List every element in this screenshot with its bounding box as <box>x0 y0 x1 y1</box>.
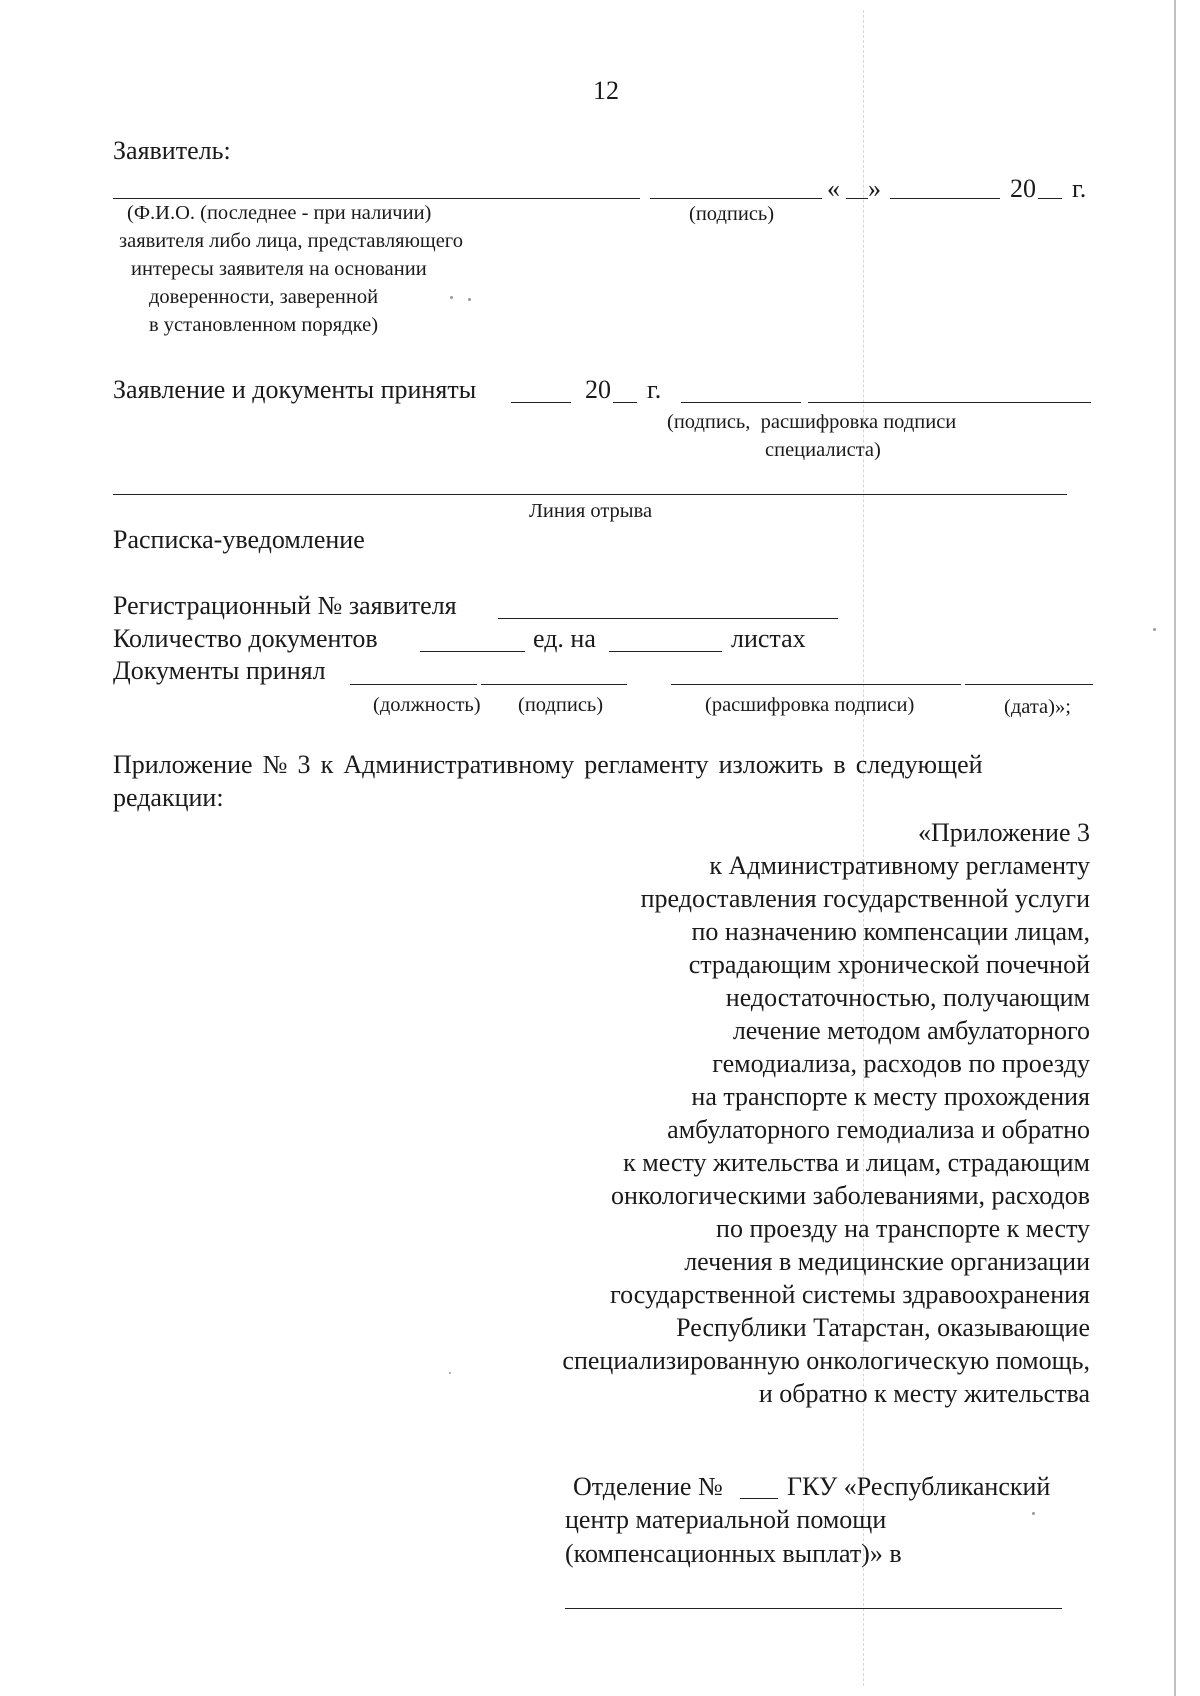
appendix-line: недостаточностью, получающим <box>725 983 1090 1012</box>
date-quote-open: « <box>827 174 840 203</box>
scan-speck <box>1032 1512 1035 1515</box>
appendix-line: «Приложение 3 <box>917 818 1090 847</box>
appendix-line: Республики Татарстан, оказывающие <box>676 1313 1090 1342</box>
page-edge <box>1174 0 1176 1696</box>
dept-number-blank <box>740 1498 778 1499</box>
accepted-decoding-blank <box>808 402 1091 403</box>
date-quote-close: » <box>868 174 881 203</box>
appendix-line: лечение методом амбулаторного <box>732 1016 1090 1045</box>
position-note: (должность) <box>373 694 481 716</box>
day-blank-line <box>846 198 868 199</box>
address-org-name: ГКУ «Республиканский <box>787 1472 1051 1501</box>
scan-speck <box>1153 628 1156 631</box>
address-line-3: (компенсационных выплат)» в <box>565 1539 902 1568</box>
scan-speck <box>450 296 453 299</box>
accepted-label: Заявление и документы приняты <box>113 375 477 404</box>
accepted-year-suffix: г. <box>647 375 662 404</box>
fio-blank-line <box>113 198 640 199</box>
signature-note-2: (подпись) <box>518 694 604 716</box>
address-blank-line <box>565 1608 1062 1609</box>
doc-count-blank <box>420 651 525 652</box>
appendix-line: государственной системы здравоохранения <box>610 1280 1090 1309</box>
units-label: ед. на <box>533 624 596 653</box>
sheets-label: листах <box>731 624 806 653</box>
fio-note-line: интересы заявителя на основании <box>131 258 427 280</box>
date-note: (дата)»; <box>1004 696 1071 718</box>
fio-note-line: (Ф.И.О. (последнее - при наличии) <box>127 202 432 224</box>
position-blank <box>350 684 477 685</box>
appendix-line: на транспорте к месту прохождения <box>691 1082 1090 1111</box>
address-line-2: центр материальной помощи <box>565 1505 887 1534</box>
year-blank-line <box>1038 198 1062 199</box>
applicant-label: Заявитель: <box>113 136 231 165</box>
accepted-signature-note: (подпись, расшифровка подписи <box>667 411 957 433</box>
accepted-by-label: Документы принял <box>113 656 326 685</box>
year-suffix: г. <box>1072 174 1087 203</box>
receipt-title: Расписка-уведомление <box>113 525 365 554</box>
month-blank-line <box>890 198 1000 199</box>
signature-note: (подпись) <box>689 203 775 225</box>
fio-note-line: заявителя либо лица, представляющего <box>119 230 463 252</box>
appendix-line: предоставления государственной услуги <box>640 884 1090 913</box>
appendix-line: специализированную онкологическую помощь, <box>562 1346 1090 1375</box>
address-dept-label: Отделение № <box>573 1472 723 1501</box>
paragraph-line-2: редакции: <box>113 783 224 812</box>
date-blank <box>965 684 1093 685</box>
accepted-year-prefix: 20 <box>585 375 611 404</box>
fio-note-line: в установленном порядке) <box>149 314 379 336</box>
decoding-note: (расшифровка подписи) <box>705 694 915 716</box>
appendix-line: по проезду на транспорте к месту <box>716 1214 1090 1243</box>
appendix-line: онкологическими заболеваниями, расходов <box>611 1181 1090 1210</box>
scan-speck <box>449 1372 451 1374</box>
tear-line-label: Линия отрыва <box>529 500 653 522</box>
page-number: 12 <box>593 76 619 105</box>
tear-line <box>113 494 1067 495</box>
appendix-line: по назначению компенсации лицам, <box>691 917 1090 946</box>
doc-count-label: Количество документов <box>113 624 378 653</box>
appendix-line: страдающим хронической почечной <box>688 950 1090 979</box>
scan-speck <box>468 298 471 301</box>
appendix-line: и обратно к месту жительства <box>758 1379 1090 1408</box>
paragraph-line-1: Приложение № 3 к Административному регламенту изложить в следующей <box>113 750 983 779</box>
appendix-line: к Административному регламенту <box>709 851 1090 880</box>
signature-blank-line <box>650 198 822 199</box>
fio-note-line: доверенности, заверенной <box>149 286 379 308</box>
appendix-line: лечения в медицинские организации <box>684 1247 1090 1276</box>
fold-line <box>863 10 864 1686</box>
year-prefix: 20 <box>1010 174 1036 203</box>
signature-blank <box>481 684 627 685</box>
sheets-count-blank <box>609 651 722 652</box>
decoding-blank <box>671 684 961 685</box>
appendix-line: амбулаторного гемодиализа и обратно <box>667 1115 1090 1144</box>
appendix-line: гемодиализа, расходов по проезду <box>712 1049 1090 1078</box>
appendix-line: к месту жительства и лицам, страдающим <box>623 1148 1090 1177</box>
reg-number-blank <box>498 618 838 619</box>
accepted-signature-note-2: специалиста) <box>765 439 881 461</box>
accepted-year-blank <box>613 402 637 403</box>
reg-number-label: Регистрационный № заявителя <box>113 591 457 620</box>
accepted-date-blank <box>511 402 571 403</box>
accepted-signature-blank <box>681 402 801 403</box>
